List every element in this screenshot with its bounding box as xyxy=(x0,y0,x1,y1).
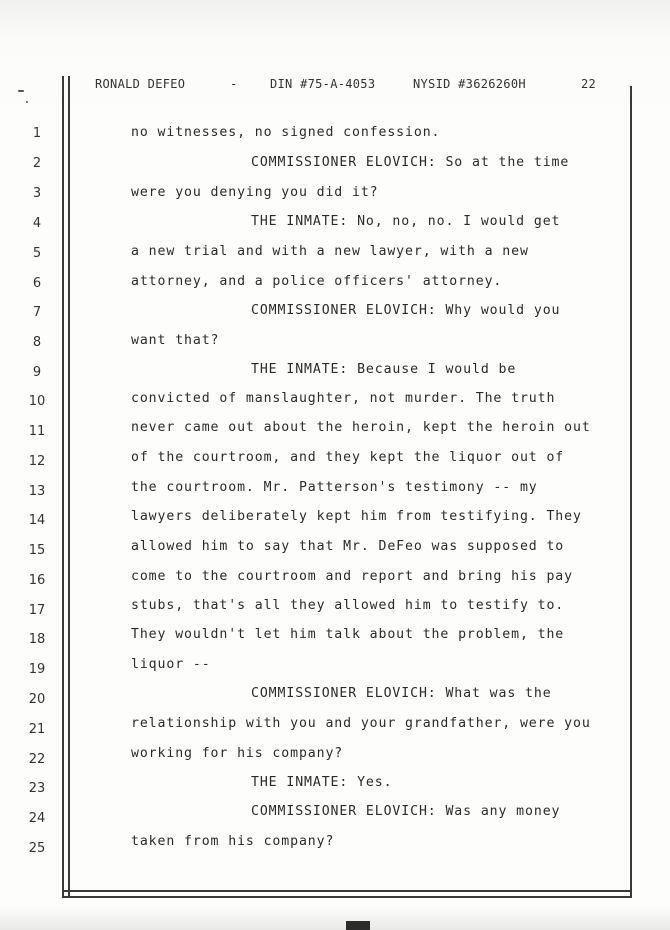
line-number: 1 xyxy=(32,126,42,141)
header-name: RONALD DEFEO xyxy=(95,77,186,91)
line-number: 7 xyxy=(32,305,42,320)
line-number: 6 xyxy=(32,276,42,291)
line-number: 25 xyxy=(28,841,46,856)
page-header xyxy=(95,77,605,93)
transcript-line: a new trial and with a new lawyer, with a new xyxy=(131,244,529,259)
transcript-line: THE INMATE: Yes. xyxy=(251,775,393,790)
line-number: 20 xyxy=(28,692,46,707)
scan-artifact xyxy=(346,921,370,930)
line-number: 24 xyxy=(28,811,46,826)
transcript-line: They wouldn't let him talk about the problem, the xyxy=(131,627,565,642)
transcript-line: were you denying you did it? xyxy=(131,185,379,200)
transcript-line: convicted of manslaughter, not murder. The truth xyxy=(131,391,556,406)
transcript-line: relationship with you and your grandfather, were you xyxy=(131,716,591,731)
line-number: 13 xyxy=(28,484,46,499)
transcript-line: taken from his company? xyxy=(131,834,335,849)
transcript-line: COMMISSIONER ELOVICH: Why would you xyxy=(251,303,561,318)
left-margin-rule-inner xyxy=(68,76,70,896)
transcript-line: of the courtroom, and they kept the liquor out of xyxy=(131,450,565,465)
transcript-line: working for his company? xyxy=(131,746,344,761)
scan-edge xyxy=(0,906,670,930)
line-number: 15 xyxy=(28,543,46,558)
transcript-line: COMMISSIONER ELOVICH: So at the time xyxy=(251,155,570,170)
transcript-line: COMMISSIONER ELOVICH: Was any money xyxy=(251,804,561,819)
line-number: 8 xyxy=(32,335,42,350)
transcript-line: stubs, that's all they allowed him to testify to. xyxy=(131,598,565,613)
line-number: 9 xyxy=(32,365,42,380)
line-number: 17 xyxy=(28,603,46,618)
bottom-rule xyxy=(62,890,632,892)
line-number: 19 xyxy=(28,662,46,677)
transcript-line: want that? xyxy=(131,333,220,348)
line-number: 16 xyxy=(28,573,46,588)
header-nysid: NYSID #3626260H xyxy=(413,77,526,91)
transcript-line: never came out about the heroin, kept the heroin out xyxy=(131,420,591,435)
line-number: 12 xyxy=(28,454,46,469)
transcript-line: liquor -- xyxy=(131,657,211,672)
header-separator: - xyxy=(230,77,238,91)
right-margin-rule xyxy=(630,86,632,896)
line-number: 23 xyxy=(28,781,46,796)
transcript-line: lawyers deliberately kept him from testifying. They xyxy=(131,509,582,524)
scan-speck xyxy=(18,90,24,92)
transcript-line: THE INMATE: No, no, no. I would get xyxy=(251,214,561,229)
line-number: 5 xyxy=(32,246,42,261)
bottom-rule-inner xyxy=(62,896,632,898)
line-number: 10 xyxy=(28,394,46,409)
scan-speck xyxy=(26,101,28,103)
line-number: 3 xyxy=(32,186,42,201)
left-margin-rule xyxy=(62,76,64,896)
transcript-line: the courtroom. Mr. Patterson's testimony -- my xyxy=(131,480,538,495)
line-number: 22 xyxy=(28,752,46,767)
line-number: 11 xyxy=(28,424,46,439)
transcript-line: attorney, and a police officers' attorney. xyxy=(131,274,503,289)
transcript-line: no witnesses, no signed confession. xyxy=(131,125,441,140)
transcript-line: allowed him to say that Mr. DeFeo was supposed to xyxy=(131,539,565,554)
line-number: 14 xyxy=(28,513,46,528)
header-din: DIN #75-A-4053 xyxy=(270,77,376,91)
line-number: 2 xyxy=(32,156,42,171)
transcript-line: THE INMATE: Because I would be xyxy=(251,362,517,377)
line-number: 4 xyxy=(32,216,42,231)
line-number: 18 xyxy=(28,632,46,647)
transcript-line: come to the courtroom and report and bring his pay xyxy=(131,569,573,584)
page-number: 22 xyxy=(581,77,597,91)
line-number: 21 xyxy=(28,722,46,737)
transcript-line: COMMISSIONER ELOVICH: What was the xyxy=(251,686,552,701)
